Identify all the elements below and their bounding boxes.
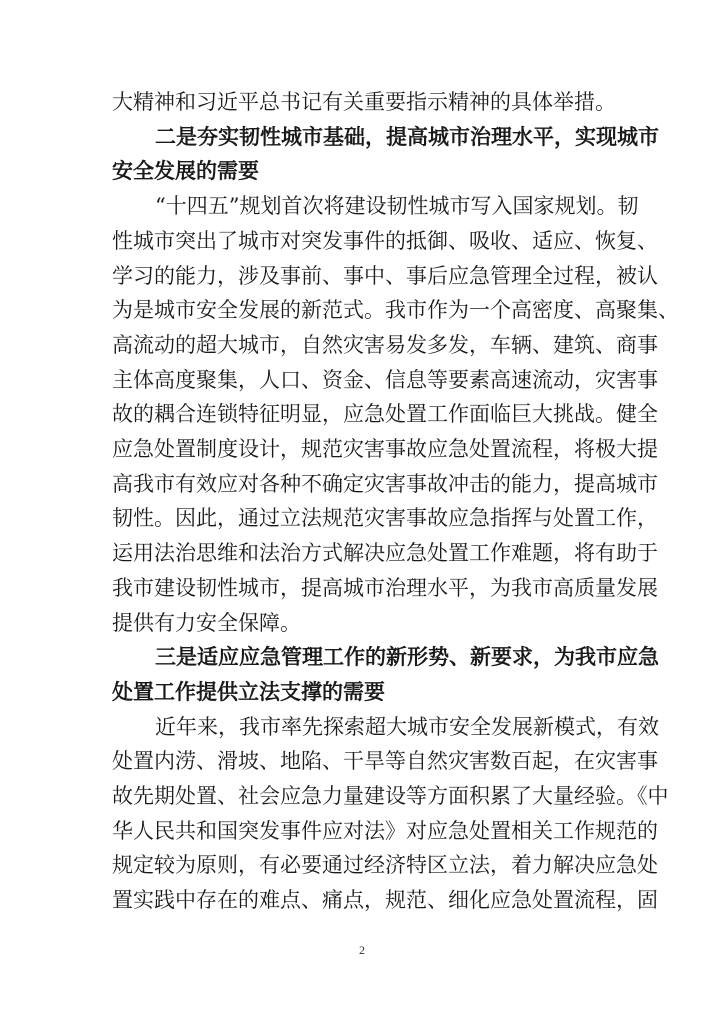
body-line-15: 我市建设韧性城市，提高城市治理水平，为我市高质量发展 bbox=[112, 575, 658, 600]
body-line-5: 性城市突出了城市对突发事件的抵御、吸收、适应、恢复、 bbox=[112, 228, 658, 253]
section-heading-2-line-2: 安全发展的需要 bbox=[112, 159, 259, 184]
section-heading-2-line-1: 二是夯实韧性城市基础，提高城市治理水平，实现城市 bbox=[155, 124, 659, 149]
body-line-20: 处置内涝、滑坡、地陷、干旱等自然灾害数百起，在灾害事 bbox=[112, 749, 658, 774]
body-line-19: 近年来，我市率先探索超大城市安全发展新模式，有效 bbox=[155, 714, 659, 739]
body-line-1: 大精神和习近平总书记有关重要指示精神的具体举措。 bbox=[112, 90, 616, 114]
body-line-16: 提供有力安全保障。 bbox=[112, 610, 301, 635]
body-line-10: 故的耦合连锁特征明显，应急处置工作面临巨大挑战。健全 bbox=[112, 402, 658, 427]
section-heading-3-line-2: 处置工作提供立法支撑的需要 bbox=[112, 679, 385, 704]
body-line-23: 规定较为原则，有必要通过经济特区立法，着力解决应急处 bbox=[112, 853, 658, 878]
body-line-24: 置实践中存在的难点、痛点，规范、细化应急处置流程，固 bbox=[112, 888, 658, 913]
body-line-12: 高我市有效应对各种不确定灾害事故冲击的能力，提高城市 bbox=[112, 471, 658, 496]
body-line-13: 韧性。因此，通过立法规范灾害事故应急指挥与处置工作， bbox=[112, 506, 658, 531]
body-line-8: 高流动的超大城市，自然灾害易发多发，车辆、建筑、商事 bbox=[112, 332, 658, 357]
body-line-4: “十四五”规划首次将建设韧性城市写入国家规划。韧 bbox=[155, 194, 639, 219]
body-line-6: 学习的能力，涉及事前、事中、事后应急管理全过程，被认 bbox=[112, 263, 658, 288]
section-heading-3-line-1: 三是适应应急管理工作的新形势、新要求，为我市应急 bbox=[155, 645, 659, 670]
body-line-22: 华人民共和国突发事件应对法》对应急处置相关工作规范的 bbox=[112, 818, 658, 843]
body-line-14: 运用法治思维和法治方式解决应急处置工作难题，将有助于 bbox=[112, 541, 658, 566]
page-number: 2 bbox=[359, 943, 365, 957]
body-line-11: 应急处置制度设计，规范灾害事故应急处置流程，将极大提 bbox=[112, 437, 658, 461]
body-line-7: 为是城市安全发展的新范式。我市作为一个高密度、高聚集、 bbox=[112, 298, 679, 323]
body-line-21: 故先期处置、社会应急力量建设等方面积累了大量经验。《中 bbox=[112, 784, 669, 808]
body-line-9: 主体高度聚集，人口、资金、信息等要素高速流动，灾害事 bbox=[112, 367, 658, 392]
